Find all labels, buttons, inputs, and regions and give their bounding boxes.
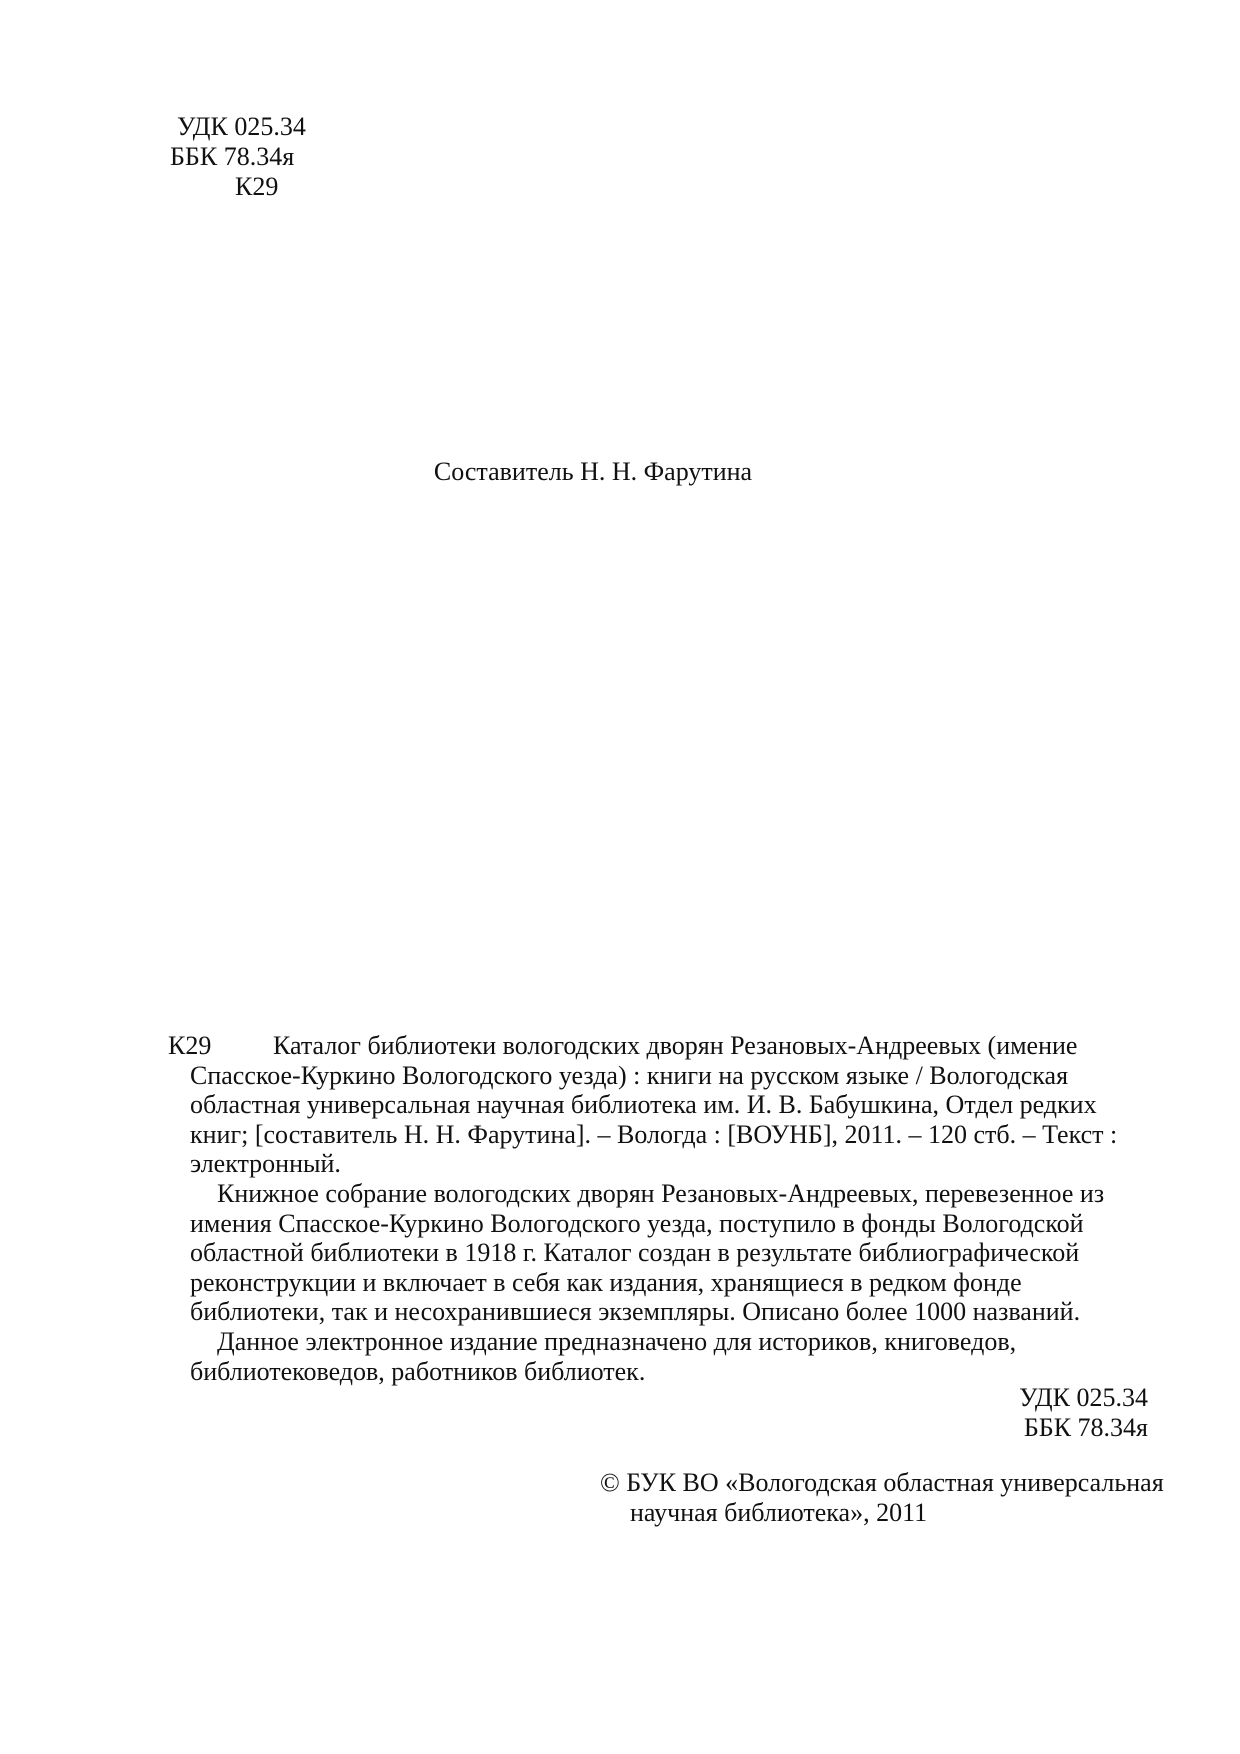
- annotation-line: Книжное собрание вологодских дворян Резановых-Андреевых, перевезенное из: [217, 1178, 1105, 1208]
- audience-line: Данное электронное издание предназначено для историков, книговедов,: [217, 1326, 1017, 1356]
- annotation-line: имения Спасское-Куркино Вологодского уезда, поступило в фонды Вологодской: [190, 1208, 1084, 1238]
- entry-author-sign: К29: [168, 1031, 212, 1060]
- annotation-line: реконструкции и включает в себя как издания, хранящиеся в редком фонде: [190, 1267, 1022, 1297]
- udc-code: УДК 025.34: [177, 112, 306, 141]
- catalog-entry-line: Каталог библиотеки вологодских дворян Резановых-Андреевых (имение: [273, 1031, 1078, 1060]
- bbk-code: ББК 78.34я: [170, 142, 295, 171]
- catalog-entry-line: электронный.: [190, 1149, 341, 1179]
- annotation-line: библиотеки, так и несохранившиеся экземпляры. Описано более 1000 названий.: [190, 1297, 1081, 1327]
- udc-code: УДК 025.34: [1019, 1383, 1148, 1412]
- catalog-entry-line: книг; [составитель Н. Н. Фарутина]. – Вологда : [ВОУНБ], 2011. – 120 стб. – Текст :: [190, 1119, 1118, 1149]
- author-sign: К29: [235, 172, 279, 201]
- catalog-entry-line: Спасское-Куркино Вологодского уезда) : книги на русском языке / Вологодская: [190, 1060, 1069, 1090]
- bottom-classification-codes: [1019, 1383, 1148, 1442]
- copyright-block: [600, 1468, 1164, 1527]
- compiler-line: Составитель Н. Н. Фарутина: [433, 457, 753, 486]
- audience-line: библиотековедов, работников библиотек.: [190, 1356, 646, 1386]
- annotation-line: областной библиотеки в 1918 г. Каталог создан в результате библиографической: [190, 1238, 1080, 1268]
- catalog-entry-line: областная универсальная научная библиотека им. И. В. Бабушкина, Отдел редких: [190, 1090, 1097, 1120]
- copyright-line: © БУК ВО «Вологодская областная универсальная: [600, 1468, 1164, 1497]
- bbk-code: ББК 78.34я: [1023, 1412, 1148, 1442]
- top-classification-codes: [170, 112, 306, 202]
- catalog-entry-block: [168, 1031, 1170, 1386]
- copyright-line: научная библиотека», 2011: [630, 1497, 928, 1527]
